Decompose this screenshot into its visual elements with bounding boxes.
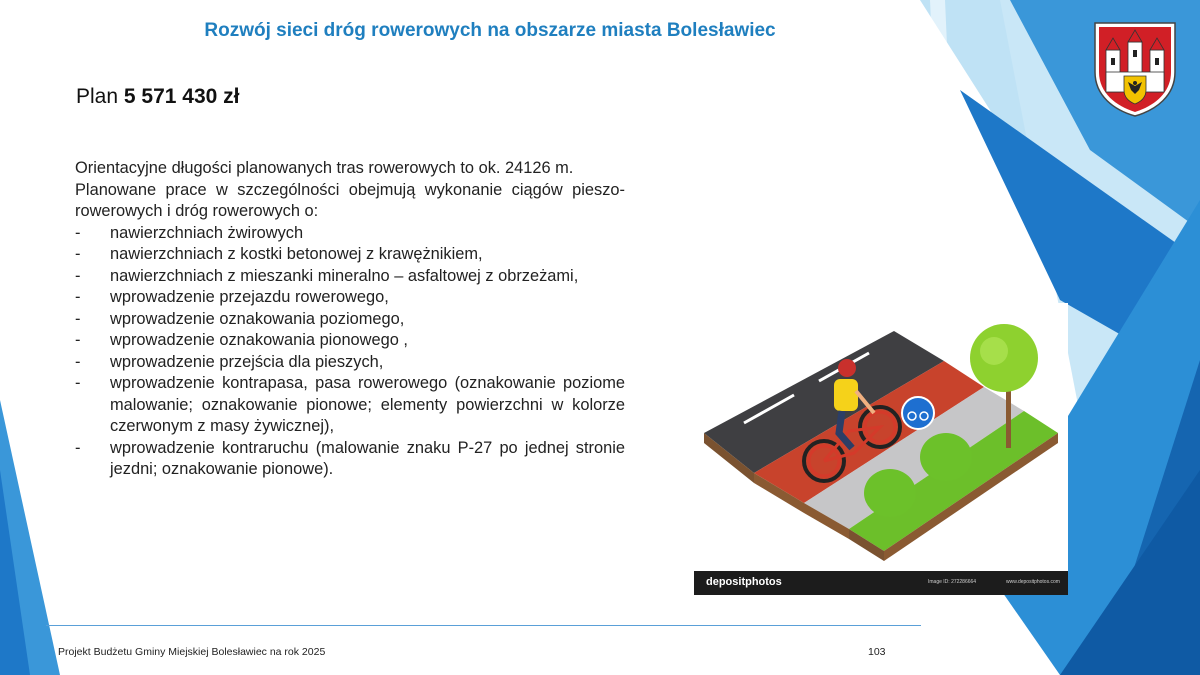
list-item-text: wprowadzenie kontrapasa, pasa rowerowego (oznakowanie poziome malowanie; oznakowanie pionowe; elementy powierzchni w kolorze czerwonym z masy żywicznej),: [110, 374, 625, 435]
slide-title: Rozwój sieci dróg rowerowych na obszarze miasta Bolesławiec: [204, 20, 776, 41]
list-marker: -: [75, 438, 81, 457]
plan-line: [76, 85, 239, 109]
list-item: [75, 373, 625, 438]
list-marker: -: [75, 223, 81, 242]
footer-divider: [46, 625, 921, 626]
list-item: [75, 223, 625, 245]
depositphotos-logo: depositphotos: [706, 576, 782, 588]
list-item: [75, 330, 625, 352]
list-item: [75, 438, 625, 481]
list-marker: -: [75, 245, 81, 263]
list-item-text: nawierzchniach żwirowych: [110, 223, 304, 242]
list-item: [75, 287, 625, 309]
list-marker: -: [75, 374, 81, 392]
list-item-text: wprowadzenie przejścia dla pieszych,: [110, 352, 384, 371]
city-crest-icon: [1092, 20, 1178, 118]
body-text: [75, 158, 625, 481]
works-intro-text: Planowane prace w szczególności obejmują wykonanie ciągów pieszo-rowerowych i dróg rowerowych o:: [75, 180, 625, 220]
list-marker: -: [75, 309, 81, 328]
list-marker: -: [75, 288, 81, 306]
list-marker: -: [75, 331, 81, 349]
list-item-text: nawierzchniach z mieszanki mineralno – asfaltowej z obrzeżami,: [110, 266, 579, 285]
plan-amount: 5 571 430 zł: [123, 85, 240, 108]
list-item: [75, 309, 625, 331]
image-credit-bar: [694, 571, 1068, 595]
route-length-text: Orientacyjne długości planowanych tras rowerowych to ok. 24126 m.: [75, 159, 574, 177]
credit-url-text: www.depositphotos.com: [1006, 579, 1060, 585]
list-item: [75, 266, 625, 288]
list-item: [75, 352, 625, 374]
works-list: [75, 223, 625, 481]
page-number: 103: [868, 646, 886, 658]
list-item-text: nawierzchniach z kostki betonowej z krawężnikiem,: [110, 245, 483, 263]
list-marker: -: [75, 352, 81, 371]
list-item-text: wprowadzenie kontraruchu (malowanie znaku P-27 po jednej stronie jezdni; oznakowanie pionowe).: [110, 438, 625, 478]
list-item-text: wprowadzenie oznakowania poziomego,: [110, 309, 405, 328]
plan-label: Plan: [76, 85, 119, 108]
list-item-text: wprowadzenie oznakowania pionowego ,: [110, 331, 408, 349]
list-item-text: wprowadzenie przejazdu rowerowego,: [110, 288, 389, 306]
bike-path-icon: [694, 303, 1068, 571]
list-marker: -: [75, 266, 81, 285]
footer-project: Projekt Budżetu Gminy Miejskiej Bolesławiec na rok 2025: [58, 646, 326, 658]
bike-path-illustration: [694, 303, 1068, 595]
list-item: [75, 244, 625, 266]
image-id-text: Image ID: 272286664: [928, 579, 977, 585]
